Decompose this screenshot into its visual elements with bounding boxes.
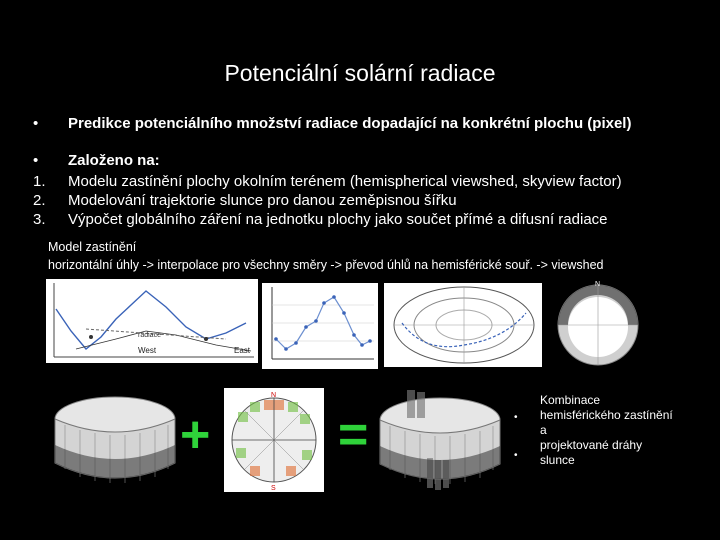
direction-label: radiace bbox=[138, 332, 161, 339]
north-label: N bbox=[595, 281, 601, 288]
model-title: Model zastínění bbox=[48, 240, 137, 254]
horizon-profile-figure bbox=[46, 279, 258, 363]
bullet-marker: • bbox=[33, 152, 39, 169]
caption-bullet-marker: • bbox=[514, 450, 518, 461]
caption-line-1: Kombinace hemisférického zastínění a bbox=[540, 393, 673, 437]
model-subtitle: horizontální úhly -> interpolace pro všechny směry -> převod úhlů na hemisférické souř. -> viewshed bbox=[48, 258, 604, 272]
numbered-text: Modelu zastínění plochy okolním terénem (hemispherical viewshed, skyview factor) bbox=[68, 173, 622, 190]
hemispherical-projection-figure bbox=[384, 283, 542, 367]
bullet-text: Založeno na: bbox=[68, 152, 160, 169]
figure-caption bbox=[540, 393, 680, 468]
horizon-profile-plot bbox=[46, 279, 258, 363]
horizon-shadow-bowl-figure bbox=[50, 385, 180, 495]
number-marker: 2. bbox=[33, 192, 46, 209]
caption-bullet-marker: • bbox=[514, 412, 518, 423]
south-label: S bbox=[271, 485, 276, 492]
east-label: East bbox=[234, 346, 251, 355]
equals-symbol: = bbox=[338, 406, 369, 464]
slide-title: Potenciální solární radiace bbox=[224, 60, 496, 86]
numbered-text: Modelování trajektorie slunce pro danou zeměpisnou šířku bbox=[68, 192, 457, 209]
bullet-text: Predikce potenciálního množství radiace dopadající na konkrétní plochu (pixel) bbox=[68, 115, 632, 132]
caption-line-2: projektované dráhy slunce bbox=[540, 438, 643, 467]
viewshed-circle-figure bbox=[553, 280, 643, 370]
numbered-text: Výpočet globálního záření na jednotku plochy jako součet přímé a difusní radiace bbox=[68, 211, 608, 228]
horizon-angle-plot-figure bbox=[262, 283, 378, 369]
horizon-angle-plot bbox=[262, 283, 378, 369]
sun-path-diagram-figure bbox=[224, 388, 324, 492]
plus-symbol: + bbox=[180, 406, 211, 464]
number-marker: 1. bbox=[33, 173, 46, 190]
west-label: West bbox=[138, 346, 157, 355]
hemispherical-projection-plot bbox=[384, 283, 542, 367]
number-marker: 3. bbox=[33, 211, 46, 228]
north-label: N bbox=[271, 392, 277, 399]
combined-viewshed-bowl-figure bbox=[375, 386, 505, 496]
bullet-marker: • bbox=[33, 115, 39, 132]
